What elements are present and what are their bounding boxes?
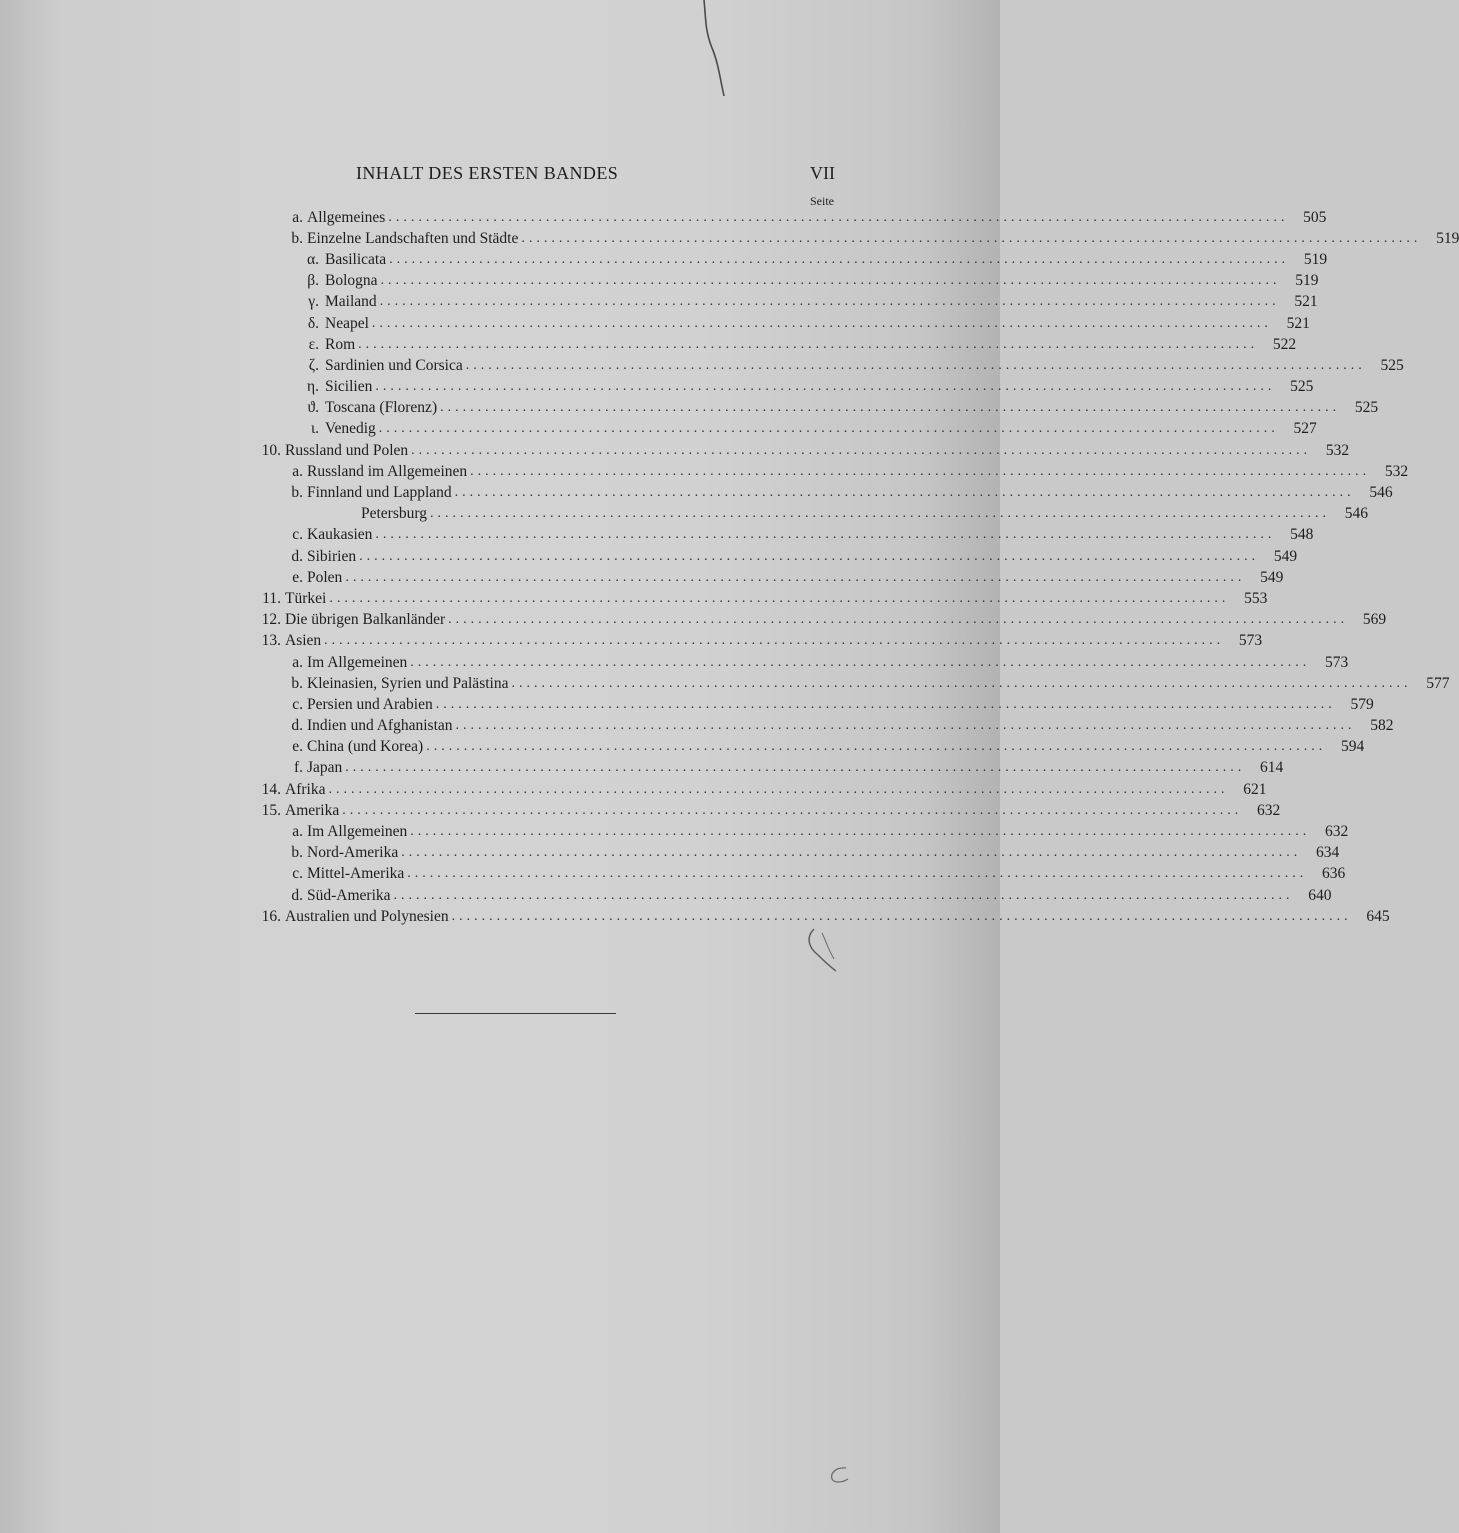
toc-dot-leader: ........................................................................................................................	[345, 760, 1246, 776]
toc-entry	[255, 228, 1459, 249]
toc-entry	[255, 461, 1409, 482]
toc-entry-page: 632	[1325, 823, 1349, 841]
toc-entry-page: 527	[1293, 420, 1317, 438]
toc-entry	[255, 355, 1404, 376]
toc-entry-page: 522	[1272, 335, 1297, 353]
toc-entry-page: 569	[1362, 611, 1387, 629]
toc-entry-label: Bologna	[325, 272, 378, 290]
toc-entry-label: Russland und Polen	[285, 441, 409, 459]
toc-entry-label: Mittel-Amerika	[307, 865, 405, 883]
toc-entry	[255, 673, 1450, 694]
toc-entry	[255, 843, 1340, 864]
toc-entry-page: 525	[1380, 356, 1404, 374]
toc-entry	[255, 249, 1328, 270]
toc-entry-label: Nord-Amerika	[307, 844, 399, 862]
toc-entry	[255, 313, 1310, 334]
toc-entry	[255, 588, 1268, 609]
toc-entry-number: d.	[291, 886, 303, 904]
toc-entry	[255, 631, 1263, 652]
toc-entry	[255, 207, 1327, 228]
toc-entry-label: Sicilien	[325, 378, 373, 396]
toc-entry	[255, 864, 1346, 885]
toc-entry-page: 621	[1243, 780, 1267, 798]
toc-entry	[255, 567, 1284, 588]
table-of-contents	[255, 207, 1459, 927]
margin-bracket-mark	[800, 925, 850, 975]
toc-entry-label: Persien und Arabien	[307, 695, 433, 713]
toc-dot-leader: ........................................................................................................................	[371, 315, 1272, 331]
toc-entry-label: Polen	[307, 568, 343, 586]
toc-dot-leader: ........................................................................................................................	[455, 718, 1356, 734]
toc-entry-number: a.	[292, 653, 303, 671]
toc-dot-leader: ........................................................................................................................	[401, 845, 1302, 861]
toc-entry-label: Sibirien	[307, 547, 357, 565]
toc-dot-leader: ........................................................................................................................	[454, 485, 1355, 501]
seite-column-label: Seite	[810, 194, 834, 208]
toc-entry-number: e.	[292, 738, 303, 756]
toc-entry-number: 15.	[261, 801, 281, 819]
toc-dot-leader: ........................................................................................................................	[426, 739, 1327, 755]
toc-entry-number: b.	[291, 484, 303, 502]
toc-dot-leader: ........................................................................................................................	[329, 590, 1230, 606]
toc-entry-label: Kaukasien	[307, 526, 373, 544]
toc-entry-page: 553	[1244, 589, 1268, 607]
toc-entry-label: Afrika	[285, 780, 326, 798]
toc-entry-number: b.	[291, 674, 303, 692]
toc-entry-number: 11.	[262, 589, 281, 607]
toc-entry-number: f.	[293, 759, 303, 777]
toc-entry	[255, 906, 1390, 927]
toc-entry-page: 521	[1294, 293, 1318, 311]
toc-entry-page: 636	[1322, 865, 1346, 883]
toc-dot-leader: ........................................................................................................................	[511, 675, 1412, 691]
toc-dot-leader: ........................................................................................................................	[324, 633, 1225, 649]
toc-entry	[255, 694, 1374, 715]
toc-entry-label: Einzelne Landschaften und Städte	[307, 229, 519, 247]
toc-dot-leader: ........................................................................................................................	[448, 612, 1349, 628]
toc-entry-number: a.	[292, 208, 303, 226]
toc-entry	[255, 652, 1349, 673]
toc-dot-leader: ........................................................................................................................	[440, 400, 1341, 416]
toc-entry	[255, 821, 1349, 842]
toc-dot-leader: ........................................................................................................................	[410, 654, 1311, 670]
toc-entry-number: d.	[291, 547, 303, 565]
toc-entry-page: 519	[1295, 272, 1319, 290]
toc-dot-leader: ........................................................................................................................	[411, 442, 1312, 458]
toc-dot-leader: ........................................................................................................................	[388, 209, 1289, 225]
toc-entry-page: 573	[1325, 653, 1349, 671]
toc-dot-leader: ........................................................................................................................	[389, 251, 1290, 267]
toc-entry-number: ι.	[310, 420, 319, 438]
toc-entry-number: δ.	[307, 314, 319, 332]
toc-dot-leader: ........................................................................................................................	[410, 824, 1311, 840]
toc-entry-label: Im Allgemeinen	[307, 653, 408, 671]
toc-dot-leader: ........................................................................................................................	[328, 781, 1229, 797]
toc-entry-page: 549	[1273, 547, 1298, 565]
toc-entry-label: Allgemeines	[307, 208, 386, 226]
toc-entry-page: 532	[1384, 462, 1409, 480]
toc-entry-page: 519	[1436, 229, 1459, 247]
toc-dot-leader: ........................................................................................................................	[359, 548, 1260, 564]
toc-entry-number: ϑ.	[307, 399, 319, 417]
toc-entry-number: b.	[291, 844, 303, 862]
toc-dot-leader: ........................................................................................................................	[451, 908, 1352, 924]
toc-entry-page: 546	[1369, 484, 1393, 502]
toc-entry	[255, 419, 1317, 440]
toc-dot-leader: ........................................................................................................................	[375, 527, 1276, 543]
toc-entry-page: 632	[1256, 801, 1281, 819]
toc-entry-page: 532	[1325, 441, 1350, 459]
toc-entry-label: Indien und Afghanistan	[307, 717, 453, 735]
toc-entry-number: e.	[292, 568, 303, 586]
toc-entry	[255, 440, 1350, 461]
toc-entry-page: 640	[1308, 886, 1332, 904]
toc-entry-number: β.	[307, 272, 319, 290]
paper-tear-mark	[700, 0, 730, 100]
toc-dot-leader: ........................................................................................................................	[521, 230, 1422, 246]
toc-dot-leader: ........................................................................................................................	[358, 336, 1259, 352]
toc-entry-label: Die übrigen Balkanländer	[285, 611, 446, 629]
toc-entry-page: 505	[1303, 208, 1327, 226]
toc-entry-page: 645	[1366, 907, 1390, 925]
toc-entry-page: 525	[1354, 399, 1379, 417]
toc-entry-label: Süd-Amerika	[307, 886, 391, 904]
toc-entry-page: 577	[1426, 674, 1450, 692]
toc-entry	[255, 334, 1297, 355]
closing-rule	[415, 1013, 616, 1014]
toc-dot-leader: ........................................................................................................................	[379, 294, 1280, 310]
toc-entry-number: c.	[292, 526, 303, 544]
toc-entry-label: Japan	[307, 759, 343, 777]
toc-entry-label: Australien und Polynesien	[285, 907, 449, 925]
toc-entry-page: 525	[1290, 378, 1314, 396]
toc-dot-leader: ........................................................................................................................	[380, 273, 1281, 289]
toc-entry-number: 14.	[261, 780, 281, 798]
running-header-title: INHALT DES ERSTEN BANDES	[356, 163, 619, 183]
toc-entry-number: c.	[292, 695, 303, 713]
toc-entry-number: 16.	[261, 907, 281, 925]
toc-dot-leader: ........................................................................................................................	[430, 506, 1331, 522]
toc-entry-page: 521	[1286, 314, 1310, 332]
toc-entry-number: 13.	[261, 632, 281, 650]
toc-entry-page: 573	[1238, 632, 1263, 650]
toc-entry	[255, 398, 1379, 419]
toc-entry-number: γ.	[308, 293, 319, 311]
toc-entry	[255, 779, 1267, 800]
toc-entry-label: Türkei	[285, 589, 327, 607]
toc-entry	[255, 525, 1314, 546]
toc-entry-label: Toscana (Florenz)	[325, 399, 438, 417]
toc-entry-number: η.	[307, 378, 319, 396]
toc-entry	[255, 758, 1284, 779]
toc-entry	[255, 546, 1298, 567]
toc-entry-number: α.	[307, 250, 319, 268]
toc-entry	[255, 610, 1387, 631]
margin-pencil-mark	[826, 1465, 852, 1485]
toc-entry-page: 548	[1290, 526, 1314, 544]
toc-entry-label: Rom	[325, 335, 356, 353]
toc-entry-number: b.	[291, 229, 303, 247]
toc-entry-number: c.	[292, 865, 303, 883]
toc-entry-label: Kleinasien, Syrien und Palästina	[307, 674, 509, 692]
toc-entry-page: 519	[1303, 250, 1328, 268]
toc-entry	[255, 292, 1318, 313]
toc-dot-leader: ........................................................................................................................	[407, 866, 1308, 882]
toc-entry-number: 12.	[261, 611, 281, 629]
toc-entry-label: China (und Korea)	[307, 738, 424, 756]
toc-entry-number: a.	[292, 823, 303, 841]
toc-entry-page: 582	[1370, 717, 1394, 735]
toc-entry-page: 546	[1344, 505, 1369, 523]
toc-entry-label: Sardinien und Corsica	[325, 356, 463, 374]
toc-entry	[255, 482, 1393, 503]
toc-entry-label: Amerika	[285, 801, 340, 819]
toc-dot-leader: ........................................................................................................................	[342, 802, 1243, 818]
toc-dot-leader: ........................................................................................................................	[465, 357, 1366, 373]
toc-dot-leader: ........................................................................................................................	[435, 696, 1336, 712]
toc-entry	[255, 885, 1332, 906]
toc-dot-leader: ........................................................................................................................	[470, 463, 1371, 479]
toc-entry-label: Im Allgemeinen	[307, 823, 408, 841]
toc-entry-page: 579	[1350, 695, 1374, 713]
toc-entry	[255, 716, 1394, 737]
toc-entry-page: 549	[1260, 568, 1284, 586]
toc-entry-label: Basilicata	[325, 250, 387, 268]
toc-entry-number: a.	[292, 462, 303, 480]
toc-entry	[255, 737, 1365, 758]
toc-entry-page: 614	[1260, 759, 1284, 777]
toc-entry-number: ε.	[308, 335, 319, 353]
toc-entry	[255, 504, 1369, 525]
toc-entry-label: Asien	[285, 632, 322, 650]
toc-entry-page: 594	[1340, 738, 1365, 756]
toc-entry-label: Mailand	[325, 293, 377, 311]
toc-entry-label: Petersburg	[361, 505, 428, 523]
toc-dot-leader: ........................................................................................................................	[345, 569, 1246, 585]
toc-entry	[255, 377, 1314, 398]
toc-entry-number: 10.	[261, 441, 281, 459]
toc-entry	[255, 800, 1281, 821]
toc-dot-leader: ........................................................................................................................	[378, 421, 1279, 437]
toc-entry-number: d.	[291, 717, 303, 735]
toc-dot-leader: ........................................................................................................................	[393, 887, 1294, 903]
toc-entry-label: Russland im Allgemeinen	[307, 462, 468, 480]
toc-entry-page: 634	[1316, 844, 1340, 862]
toc-dot-leader: ........................................................................................................................	[375, 379, 1276, 395]
toc-entry-label: Venedig	[325, 420, 376, 438]
page-number-roman: VII	[810, 163, 835, 183]
toc-entry-label: Finnland und Lappland	[307, 484, 452, 502]
toc-entry-label: Neapel	[325, 314, 369, 332]
toc-entry-number: ζ.	[308, 356, 319, 374]
toc-entry	[255, 271, 1319, 292]
